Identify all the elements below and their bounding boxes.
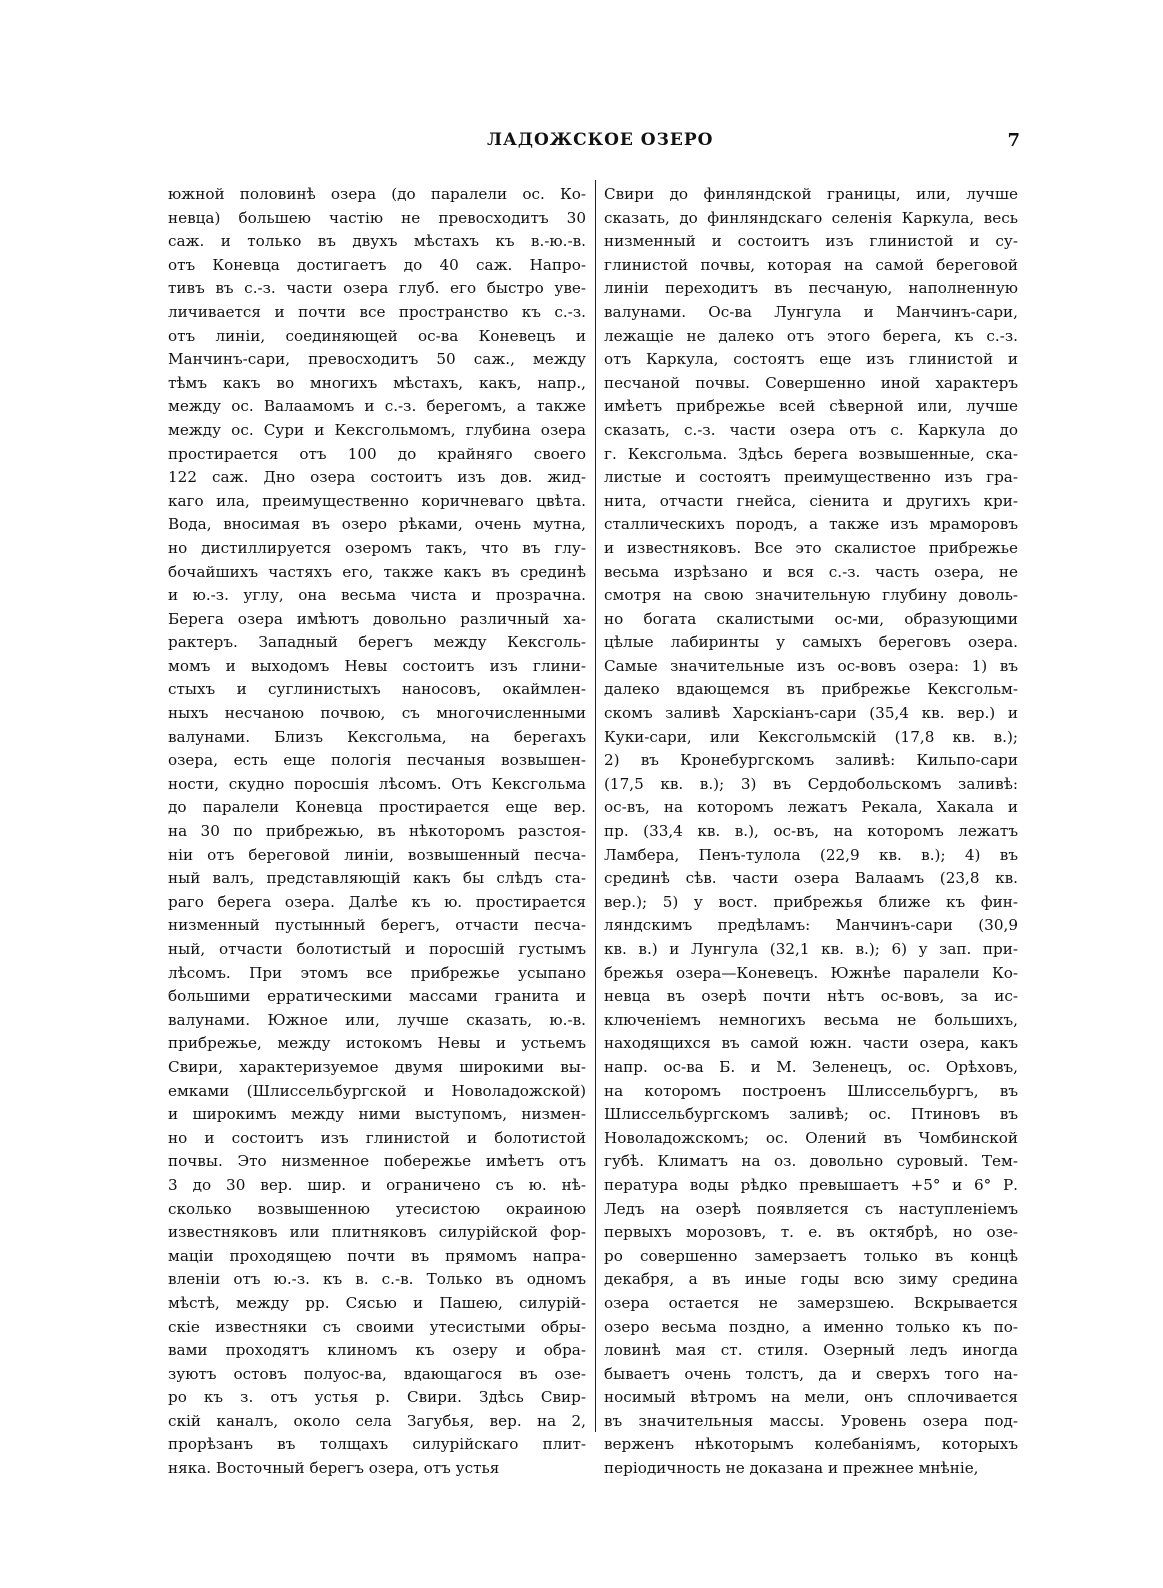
text-line: лѣсомъ. При этомъ все прибрежье усыпано — [168, 963, 586, 982]
text-line: весьма изрѣзано и вся с.-з. часть озера, не — [604, 562, 1018, 581]
text-line: между ос. Валаамомъ и с.-з. берегомъ, а также — [168, 397, 586, 416]
running-title: ЛАДОЖСКОЕ ОЗЕРО — [487, 130, 714, 150]
text-line: Самые значительные изъ ос-вовъ озера: 1) въ — [604, 656, 1018, 675]
text-line: отъ Каркула, состоятъ еще изъ глинистой и — [604, 350, 1018, 369]
text-line: 3 до 30 вер. шир. и ограничено съ ю. нѣ- — [168, 1175, 586, 1194]
text-line: имѣетъ прибрежье всей сѣверной или, лучше — [604, 397, 1018, 416]
text-line: сказать, до финляндскаго селенія Каркула, весь — [604, 208, 1018, 227]
text-line: маціи проходящею почти въ прямомъ напра- — [168, 1246, 586, 1265]
text-line: низменный пустынный берегъ, отчасти песча- — [168, 916, 586, 935]
text-line: низменный и состоитъ изъ глинистой и су- — [604, 232, 1018, 251]
text-line: и широкимъ между ними выступомъ, низмен- — [168, 1105, 586, 1124]
text-line: декабря, а въ иные годы всю зиму средина — [604, 1270, 1018, 1289]
text-line: и известняковъ. Все это скалистое прибрежье — [604, 538, 1018, 557]
text-line: личивается и почти все пространство къ с.-з. — [168, 302, 586, 321]
right-text-column — [604, 183, 1018, 1481]
text-line: Вода, вносимая въ озеро рѣками, очень мутна, — [168, 515, 586, 534]
text-line: смотря на свою значительную глубину доволь- — [604, 586, 1018, 605]
text-line: ос-въ, на которомъ лежатъ Рекала, Хакала и — [604, 798, 1018, 817]
text-line: и ю.-з. углу, она весьма чиста и прозрачна. — [168, 586, 586, 605]
text-line: валунами. Близъ Кексгольма, на берегахъ — [168, 727, 586, 746]
text-line: на которомъ построенъ Шлиссельбургъ, въ — [604, 1081, 1018, 1100]
text-line: прорѣзанъ въ толщахъ силурійскаго плит- — [168, 1435, 586, 1454]
text-line: вер.); 5) у вост. прибрежья ближе къ фин- — [604, 892, 1018, 911]
text-line: но и состоитъ изъ глинистой и болотистой — [168, 1128, 586, 1147]
text-line: на 30 по прибрежью, въ нѣкоторомъ разстоя- — [168, 822, 586, 841]
text-line: Берега озера имѣютъ довольно различный ха- — [168, 609, 586, 628]
text-line: ро совершенно замерзаетъ только въ концѣ — [604, 1246, 1018, 1265]
text-line: емками (Шлиссельбургской и Новоладожской) — [168, 1081, 586, 1100]
page-number: 7 — [1007, 130, 1020, 151]
text-line: лежащіе не далеко отъ этого берега, къ с.-з. — [604, 326, 1018, 345]
text-line: каго ила, преимущественно коричневаго цвѣта. — [168, 491, 586, 510]
text-line: цѣлые лабиринты у самыхъ береговъ озера. — [604, 633, 1018, 652]
text-line: до паралели Коневца простирается еще вер. — [168, 798, 586, 817]
text-line: верженъ нѣкоторымъ колебаніямъ, которыхъ — [604, 1435, 1018, 1454]
text-line: нита, отчасти гнейса, сіенита и другихъ кри- — [604, 491, 1018, 510]
text-line: бываетъ очень толстъ, да и сверхъ того на- — [604, 1364, 1018, 1383]
text-line: валунами. Ос-ва Лунгула и Манчинъ-сари, — [604, 302, 1018, 321]
text-line: ный, отчасти болотистый и поросшій густымъ — [168, 940, 586, 958]
text-line: ловинѣ мая ст. стиля. Озерный ледъ иногда — [604, 1341, 1018, 1360]
text-line: сказать, с.-з. части озера отъ с. Каркула до — [604, 420, 1018, 439]
left-text-column — [168, 183, 586, 1481]
text-line: первыхъ морозовъ, т. е. въ октябрѣ, но озе- — [604, 1223, 1018, 1242]
text-line: срединѣ сѣв. части озера Валаамъ (23,8 кв. — [604, 869, 1018, 888]
text-line: рактеръ. Западный берегъ между Кексголь- — [168, 633, 586, 652]
text-line: глинистой почвы, которая на самой береговой — [604, 255, 1018, 274]
text-line: носимый вѣтромъ на мели, онъ сплочивается — [604, 1388, 1018, 1407]
text-line: листые и состоятъ преимущественно изъ гра- — [604, 468, 1018, 487]
text-line: отъ линіи, соединяющей ос-ва Коневецъ и — [168, 326, 586, 345]
text-line: ро къ з. отъ устья р. Свири. Здѣсь Свир- — [168, 1388, 586, 1407]
text-line: пр. (33,4 кв. в.), ос-въ, на которомъ лежатъ — [604, 822, 1018, 841]
text-line: 122 саж. Дно озера состоитъ изъ дов. жид- — [168, 468, 586, 487]
text-line: южной половинѣ озера (до паралели ос. Ко- — [168, 185, 586, 203]
text-line: Ледъ на озерѣ появляется съ наступленіемъ — [604, 1199, 1018, 1218]
text-line: мѣстѣ, между рр. Сясью и Пашею, силурій- — [168, 1293, 586, 1312]
text-line: бочайшихъ частяхъ его, также какъ въ срединѣ — [168, 562, 586, 581]
text-line: момъ и выходомъ Невы состоитъ изъ глини- — [168, 656, 586, 675]
text-line: скіе известняки съ своими утесистыми обры- — [168, 1317, 586, 1336]
text-line: озера остается не замерзшею. Вскрывается — [604, 1293, 1018, 1312]
text-line: ности, скудно поросшія лѣсомъ. Отъ Кексгольма — [168, 774, 586, 793]
text-line: тѣмъ какъ во многихъ мѣстахъ, какъ, напр., — [168, 373, 586, 392]
text-line: ляндскимъ предѣламъ: Манчинъ-сари (30,9 — [604, 916, 1018, 935]
text-line: почвы. Это низменное побережье имѣетъ отъ — [168, 1152, 586, 1171]
text-line: отъ Коневца достигаетъ до 40 саж. Напро- — [168, 255, 586, 274]
text-line: зуютъ остовъ полуос-ва, вдающагося въ озе- — [168, 1364, 586, 1383]
text-line: скомъ заливѣ Харскіанъ-сари (35,4 кв. вер.) и — [604, 704, 1018, 723]
text-line: вами проходятъ клиномъ къ озеру и обра- — [168, 1341, 586, 1360]
text-line: валунами. Южное или, лучше сказать, ю.-в. — [168, 1010, 586, 1029]
text-line: саж. и только въ двухъ мѣстахъ къ в.-ю.-в. — [168, 232, 586, 251]
text-line: (17,5 кв. в.); 3) въ Сердобольскомъ заливѣ: — [604, 774, 1018, 793]
text-line: кв. в.) и Лунгула (32,1 кв. в.); 6) у зап. при- — [604, 940, 1018, 958]
text-line: тивъ въ с.-з. части озера глуб. его быстро уве- — [168, 279, 586, 298]
text-line: песчаной почвы. Совершенно иной характеръ — [604, 373, 1018, 392]
text-line: Манчинъ-сари, превосходитъ 50 саж., между — [168, 350, 586, 369]
text-line: Шлиссельбургскомъ заливѣ; ос. Птиновъ въ — [604, 1105, 1018, 1124]
text-line: ключеніемъ немногихъ весьма не большихъ, — [604, 1010, 1018, 1029]
text-line: невца въ озерѣ почти нѣтъ ос-вовъ, за ис- — [604, 987, 1018, 1006]
text-line: пература воды рѣдко превышаетъ +5° и 6° Р. — [604, 1175, 1018, 1194]
text-line: между ос. Сури и Кексгольмомъ, глубина озера — [168, 420, 586, 439]
text-line: брежья озера—Коневецъ. Южнѣе паралели Ко- — [604, 963, 1018, 982]
text-line: въ значительныя массы. Уровень озера под- — [604, 1411, 1018, 1430]
text-line: стыхъ и суглинистыхъ наносовъ, окаймлен- — [168, 680, 586, 699]
text-line: раго берега озера. Далѣе къ ю. простирается — [168, 892, 586, 911]
text-line: вленіи отъ ю.-з. къ в. с.-в. Только въ одномъ — [168, 1270, 586, 1289]
text-line: періодичность не доказана и прежнее мнѣніе, — [604, 1459, 979, 1478]
text-line: напр. ос-ва Б. и М. Зеленецъ, ос. Орѣховъ, — [604, 1057, 1018, 1076]
text-line: ный валъ, представляющій какъ бы слѣдъ ста- — [168, 869, 586, 888]
page-header — [160, 130, 1020, 162]
text-line: но богата скалистыми ос-ми, образующими — [604, 609, 1018, 628]
text-line: прибрежье, между истокомъ Невы и устьемъ — [168, 1034, 586, 1053]
text-line: далеко вдающемся въ прибрежье Кексгольм- — [604, 680, 1018, 699]
text-line: сколько возвышенною утесистою окраиною — [168, 1199, 586, 1218]
text-line: сталлическихъ породъ, а также изъ мраморовъ — [604, 515, 1018, 534]
text-line: ніи отъ береговой линіи, возвышенный песча- — [168, 845, 586, 864]
text-line: ныхъ несчаною почвою, съ многочисленными — [168, 704, 586, 723]
text-line: Куки-сари, или Кексгольмскій (17,8 кв. в.); — [604, 727, 1018, 746]
text-line: простирается отъ 100 до крайняго своего — [168, 444, 586, 463]
text-line: озеро весьма поздно, а именно только къ по- — [604, 1317, 1018, 1336]
text-line: няка. Восточный берегъ озера, отъ устья — [168, 1459, 500, 1478]
text-line: но дистиллируется озеромъ такъ, что въ глу- — [168, 538, 586, 557]
text-line: г. Кексгольма. Здѣсь берега возвышенные, ска- — [604, 444, 1018, 463]
text-line: озера, есть еще пологія песчаныя возвышен- — [168, 751, 586, 770]
text-line: скій каналъ, около села Загубья, вер. на 2, — [168, 1411, 586, 1430]
text-line: Свири до финляндской границы, или, лучше — [604, 185, 1018, 203]
text-line: находящихся въ самой южн. части озера, какъ — [604, 1034, 1018, 1053]
text-line: Новоладожскомъ; ос. Олений въ Чомбинской — [604, 1128, 1018, 1147]
text-line: губѣ. Климатъ на оз. довольно суровый. Тем- — [604, 1152, 1018, 1171]
text-line: 2) въ Кронебургскомъ заливѣ: Кильпо-сари — [604, 751, 1018, 770]
text-line: Ламбера, Пенъ-тулола (22,9 кв. в.); 4) въ — [604, 845, 1018, 864]
text-line: линіи переходитъ въ песчаную, наполненную — [604, 279, 1018, 298]
text-line: большими ерратическими массами гранита и — [168, 987, 586, 1006]
text-line: известняковъ или плитняковъ силурійской фор- — [168, 1223, 586, 1242]
text-line: Свири, характеризуемое двумя широкими вы- — [168, 1057, 586, 1076]
column-divider — [595, 180, 596, 1432]
text-line: невца) большею частію не превосходитъ 30 — [168, 208, 586, 227]
